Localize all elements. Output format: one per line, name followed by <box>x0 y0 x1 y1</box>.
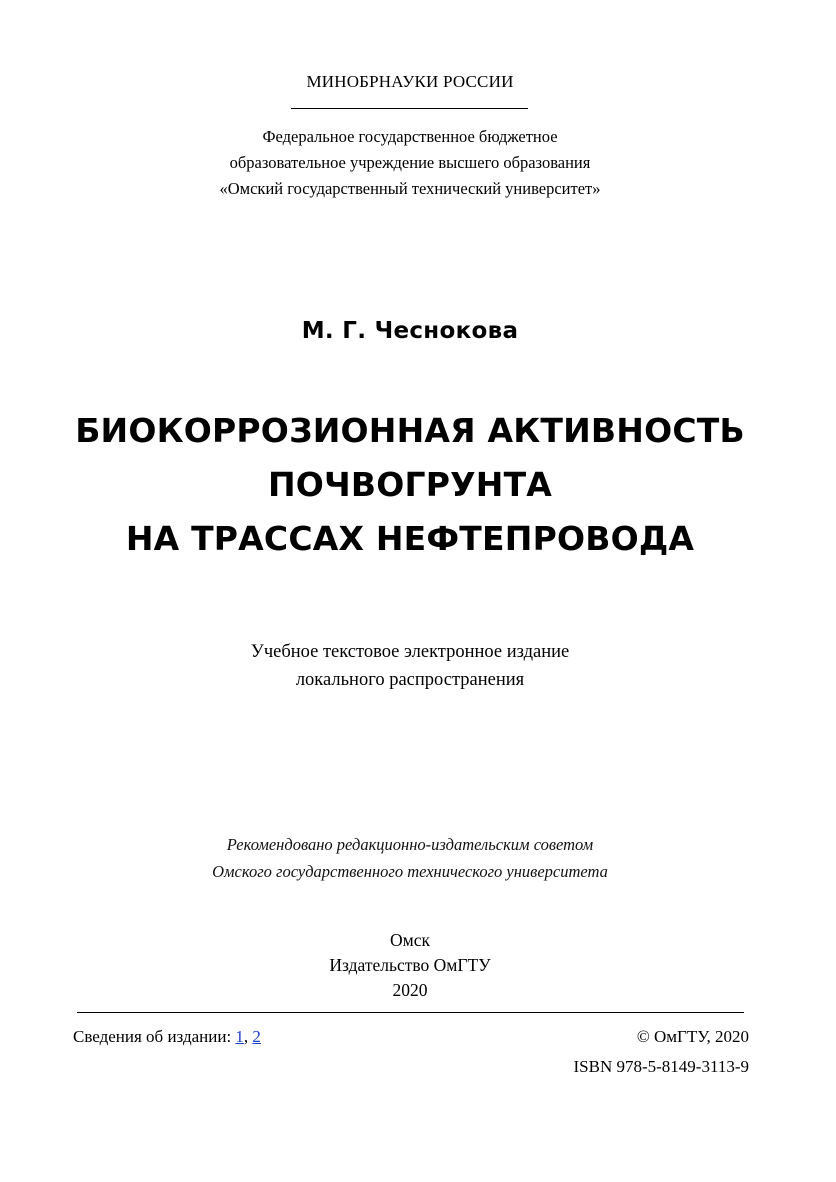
publisher-name: Издательство ОмГТУ <box>329 955 491 975</box>
recommendation-line-1: Рекомендовано редакционно-издательским советом <box>226 835 594 854</box>
publication-year: 2020 <box>392 980 428 1000</box>
copyright: © ОмГТУ, 2020 <box>636 1027 749 1046</box>
edition-info-link-2[interactable]: 2 <box>252 1027 261 1046</box>
edition-info-label: Сведения об издании: <box>73 1027 232 1046</box>
institution-line-3: «Омский государственный технический университет» <box>219 179 601 198</box>
book-title <box>0 404 820 566</box>
edition-info-link-1[interactable]: 1 <box>235 1027 244 1046</box>
isbn: ISBN 978-5-8149-3113-9 <box>573 1057 749 1076</box>
institution-line-2: образовательное учреждение высшего образования <box>229 153 591 172</box>
title-line-1: БИОКОРРОЗИОННАЯ АКТИВНОСТЬ <box>75 411 745 450</box>
edition-info <box>73 1027 261 1047</box>
title-line-2: ПОЧВОГРУНТА <box>267 465 553 504</box>
publisher-city: Омск <box>390 930 430 950</box>
recommendation <box>0 831 820 885</box>
footer-divider <box>77 1012 744 1013</box>
title-line-3: НА ТРАССАХ НЕФТЕПРОВОДА <box>125 519 695 558</box>
ministry-name: МИНОБРНАУКИ РОССИИ <box>306 72 514 91</box>
ministry-divider <box>291 108 528 109</box>
edition-line-1: Учебное текстовое электронное издание <box>250 642 570 662</box>
edition-type <box>0 638 820 694</box>
recommendation-line-2: Омского государственного технического университета <box>212 862 608 881</box>
institution-block <box>0 124 820 202</box>
author-name: М. Г. Чеснокова <box>301 318 519 344</box>
publisher-block <box>0 928 820 1003</box>
edition-info-separator: , <box>243 1027 249 1046</box>
edition-line-2: локального распространения <box>295 670 525 690</box>
institution-line-1: Федеральное государственное бюджетное <box>262 127 558 146</box>
